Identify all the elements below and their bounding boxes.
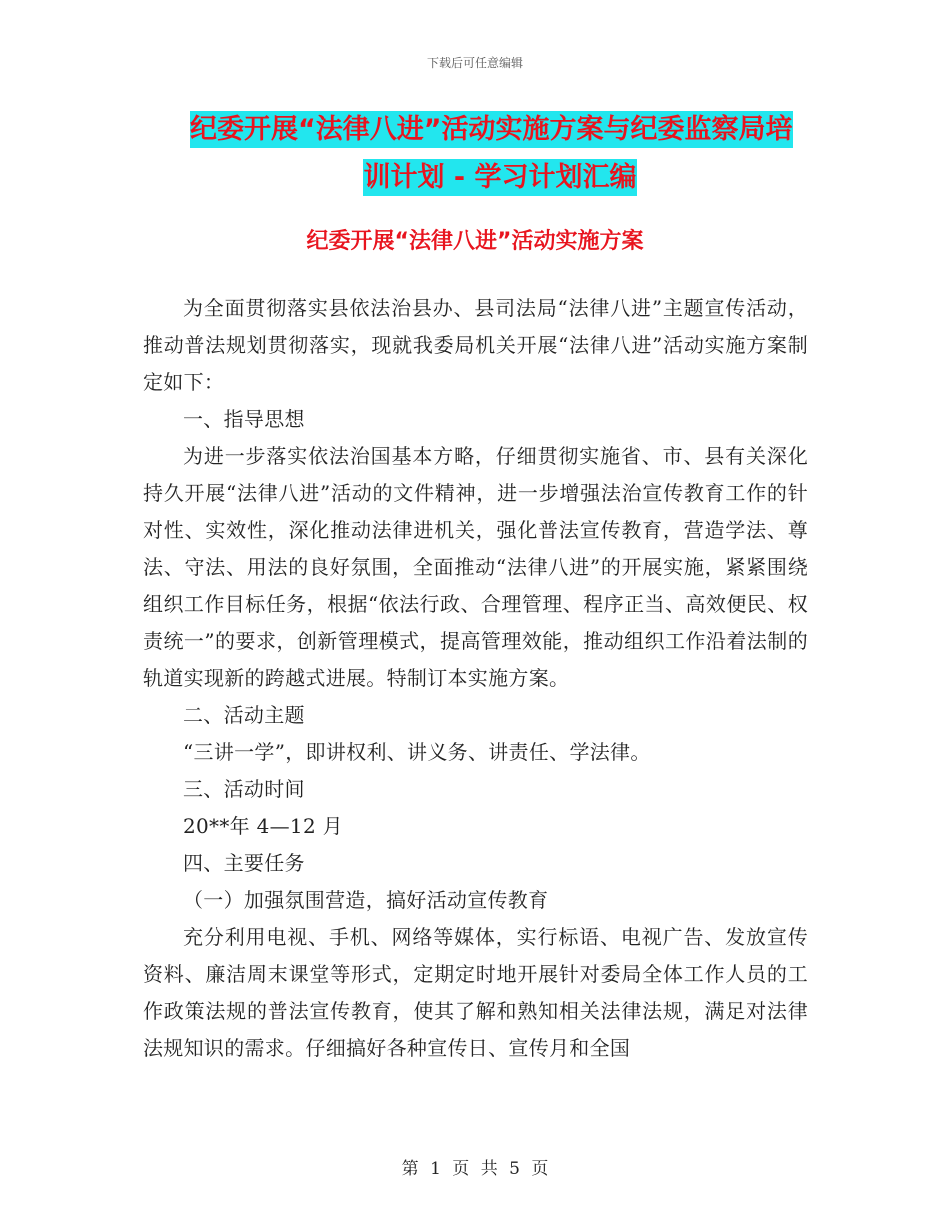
heading-activity-theme: 二、活动主题 (183, 703, 305, 727)
document-title (190, 106, 810, 202)
header-note: 下载后可任意编辑 (426, 56, 523, 70)
page-footer: 第 1 页 共 5 页 (401, 1159, 549, 1179)
heading-main-tasks: 四、主要任务 (183, 851, 305, 875)
title-line-2: 训计划 - 学习计划汇编 (363, 159, 636, 196)
section-title: 纪委开展“法律八进”活动实施方案 (306, 229, 644, 254)
title-line-1: 纪委开展“法律八进”活动实施方案与纪委监察局培 (190, 111, 793, 148)
document-body (143, 290, 808, 1067)
paragraph-activity-theme: “三讲一学”，即讲权利、讲义务、讲责任、学法律。 (183, 740, 651, 764)
paragraph-activity-time: 20**年 4—12 月 (183, 814, 343, 838)
subheading-task-1: （一）加强氛围营造，搞好活动宣传教育 (183, 888, 549, 912)
heading-activity-time: 三、活动时间 (183, 777, 305, 801)
heading-guiding-ideology: 一、指导思想 (183, 407, 305, 431)
paragraph-guiding-ideology: 为进一步落实依法治国基本方略，仔细贯彻实施省、市、县有关深化持久开展“法律八进”活动的文件精神，进一步增强法治宣传教育工作的针对性、实效性，深化推动法律进机关，强化普法宣传教育，营造学法、尊法、守法、用法的良好氛围，全面推动“法律八进”的开展实施，紧紧围绕组织工作目标任务，根据“依法行政、合理管理、程序正当、高效便民、权责统一”的要求，创新管理模式，提高管理效能，推动组织工作沿着法制的轨道实现新的跨越式进展。特制订本实施方案。 (143, 444, 808, 690)
paragraph-intro: 为全面贯彻落实县依法治县办、县司法局“法律八进”主题宣传活动，推动普法规划贯彻落实，现就我委局机关开展“法律八进”活动实施方案制定如下： (143, 296, 808, 394)
paragraph-task-1: 充分利用电视、手机、网络等媒体，实行标语、电视广告、发放宣传资料、廉洁周末课堂等形式，定期定时地开展针对委局全体工作人员的工作政策法规的普法宣传教育，使其了解和熟知相关法律法规，满足对法律法规知识的需求。仔细搞好各种宣传日、宣传月和全国 (143, 925, 808, 1060)
